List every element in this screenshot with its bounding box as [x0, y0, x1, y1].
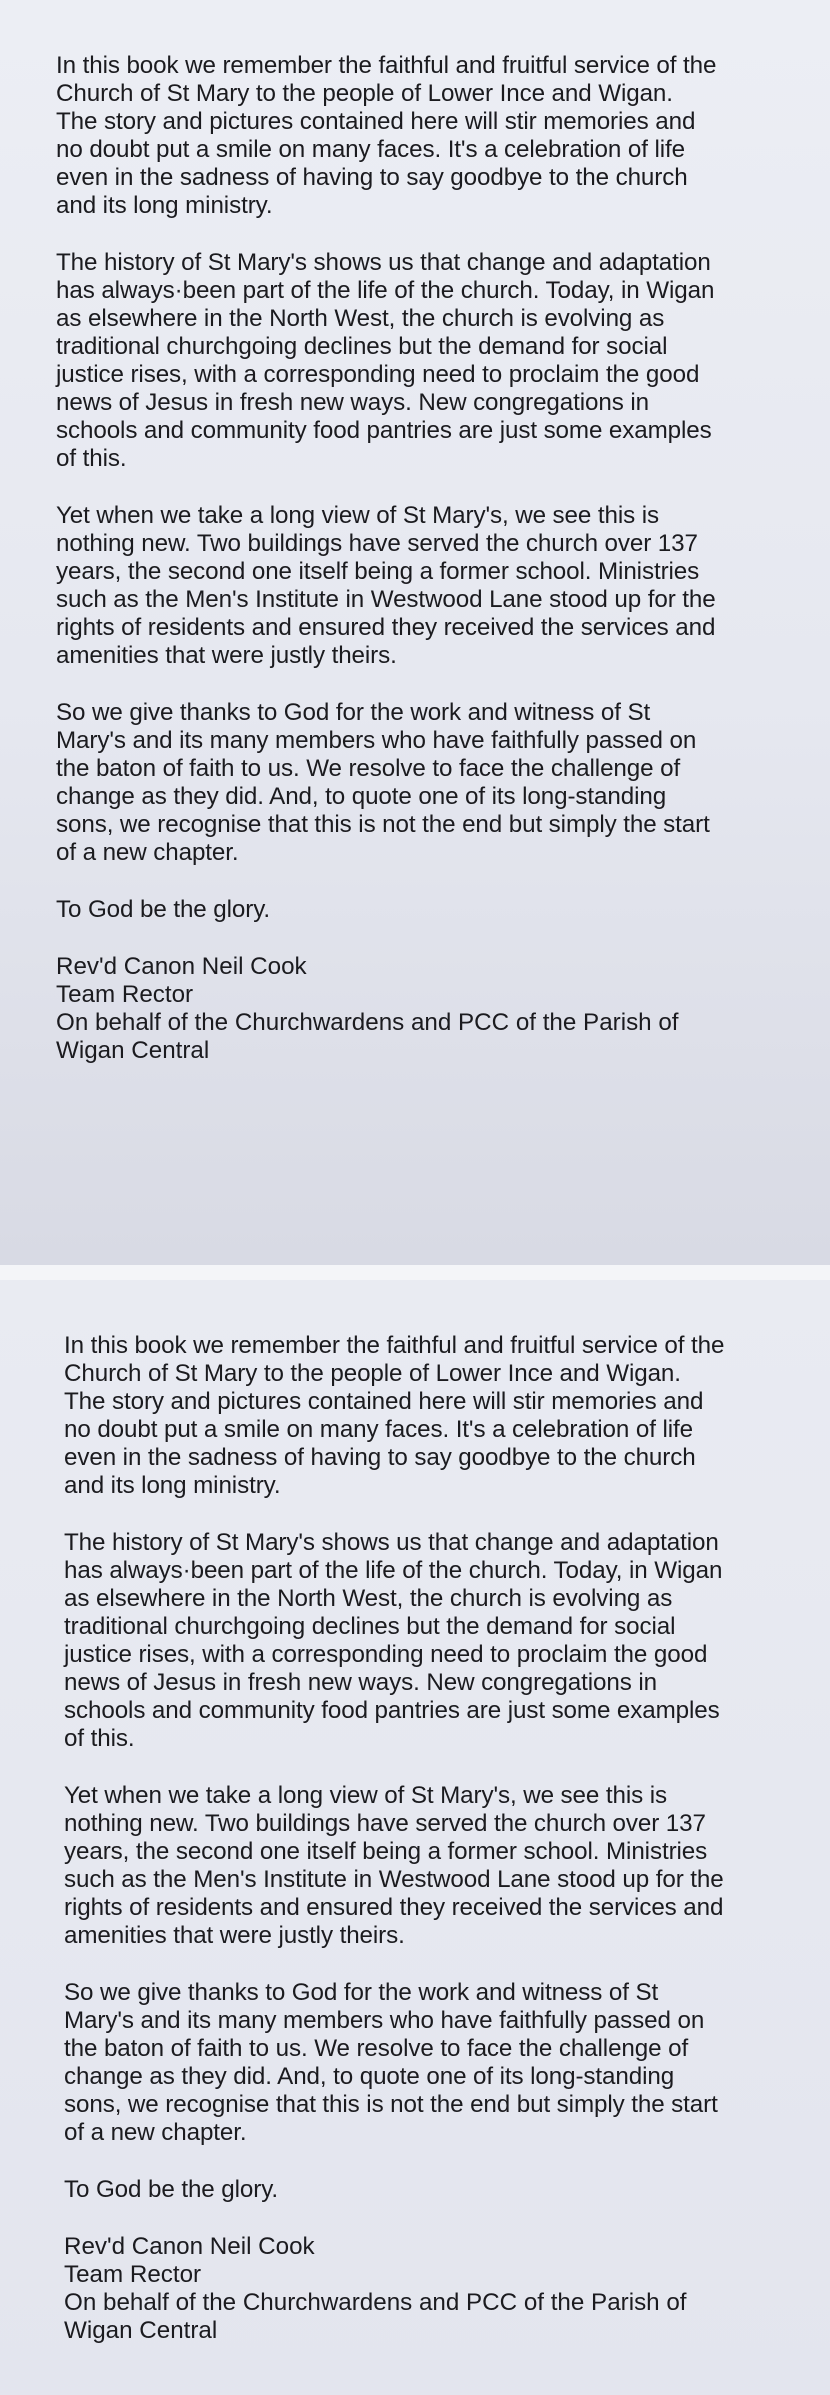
- text-line: news of Jesus in fresh new ways. New congregations in: [64, 1669, 657, 1696]
- signatory-name: Rev'd Canon Neil Cook: [64, 2233, 315, 2260]
- text-line: the baton of faith to us. We resolve to face the challenge of: [56, 755, 681, 782]
- text-line: To God be the glory.: [56, 896, 271, 923]
- text-line: such as the Men's Institute in Westwood Lane stood up for the: [56, 586, 716, 613]
- paragraph: [64, 2176, 790, 2204]
- text-line: no doubt put a smile on many faces. It's a celebration of life: [64, 1416, 693, 1443]
- text-line: Mary's and its many members who have faithfully passed on: [64, 2007, 705, 2034]
- text-line: no doubt put a smile on many faces. It's a celebration of life: [56, 136, 685, 163]
- text-line: schools and community food pantries are just some examples: [56, 417, 712, 444]
- document-page-2: [0, 1280, 830, 2395]
- text-line: years, the second one itself being a former school. Ministries: [56, 558, 700, 585]
- signatory-title: Team Rector: [64, 2261, 202, 2288]
- text-line: So we give thanks to God for the work and witness of St: [56, 699, 651, 726]
- paragraph: [56, 502, 790, 670]
- text-line: the baton of faith to us. We resolve to face the challenge of: [64, 2035, 689, 2062]
- text-line: as elsewhere in the North West, the church is evolving as: [56, 305, 665, 332]
- text-line: change as they did. And, to quote one of its long-standing: [56, 783, 667, 810]
- text-line: The story and pictures contained here will stir memories and: [56, 108, 696, 135]
- text-line: change as they did. And, to quote one of its long-standing: [64, 2063, 675, 2090]
- text-line: justice rises, with a corresponding need to proclaim the good: [56, 361, 700, 388]
- text-line: sons, we recognise that this is not the end but simply the start: [64, 2091, 718, 2118]
- text-line: as elsewhere in the North West, the church is evolving as: [64, 1585, 673, 1612]
- text-line: traditional churchgoing declines but the demand for social: [64, 1613, 676, 1640]
- text-line: of this.: [64, 1725, 135, 1752]
- text-line: Mary's and its many members who have faithfully passed on: [56, 727, 697, 754]
- signatory-affiliation: On behalf of the Churchwardens and PCC of the Parish of: [64, 2289, 687, 2316]
- text-line: of this.: [56, 445, 127, 472]
- paragraph: [64, 1979, 790, 2147]
- text-line: even in the sadness of having to say goodbye to the church: [64, 1444, 696, 1471]
- signatory-affiliation: On behalf of the Churchwardens and PCC of the Parish of: [56, 1009, 679, 1036]
- paragraph: [64, 1332, 790, 1500]
- text-line: of a new chapter.: [64, 2119, 247, 2146]
- text-line: In this book we remember the faithful and fruitful service of the: [56, 52, 717, 79]
- text-line: rights of residents and ensured they received the services and: [64, 1894, 724, 1921]
- signatory-affiliation: Wigan Central: [64, 2317, 218, 2344]
- paragraph: [64, 1782, 790, 1950]
- text-line: has always·been part of the life of the church. Today, in Wigan: [56, 277, 715, 304]
- text-line: amenities that were justly theirs.: [56, 642, 397, 669]
- text-line: years, the second one itself being a former school. Ministries: [64, 1838, 708, 1865]
- text-line: and its long ministry.: [56, 192, 273, 219]
- text-line: such as the Men's Institute in Westwood Lane stood up for the: [64, 1866, 724, 1893]
- text-line: of a new chapter.: [56, 839, 239, 866]
- text-line: even in the sadness of having to say goodbye to the church: [56, 164, 688, 191]
- signatory-affiliation: Wigan Central: [56, 1037, 210, 1064]
- text-line: The history of St Mary's shows us that change and adaptation: [56, 249, 711, 276]
- text-line: Church of St Mary to the people of Lower Ince and Wigan.: [64, 1360, 681, 1387]
- text-line: nothing new. Two buildings have served the church over 137: [64, 1810, 706, 1837]
- text-line: Church of St Mary to the people of Lower Ince and Wigan.: [56, 80, 673, 107]
- text-line: schools and community food pantries are just some examples: [64, 1697, 720, 1724]
- text-line: The story and pictures contained here will stir memories and: [64, 1388, 704, 1415]
- signatory-title: Team Rector: [56, 981, 194, 1008]
- text-line: Yet when we take a long view of St Mary's, we see this is: [56, 502, 660, 529]
- text-line: Yet when we take a long view of St Mary's, we see this is: [64, 1782, 668, 1809]
- text-line: So we give thanks to God for the work and witness of St: [64, 1979, 659, 2006]
- page-divider: [0, 1265, 830, 1280]
- text-line: amenities that were justly theirs.: [64, 1922, 405, 1949]
- signature-block: [56, 953, 790, 1065]
- text-line: In this book we remember the faithful and fruitful service of the: [64, 1332, 725, 1359]
- paragraph: [56, 52, 790, 220]
- text-line: has always·been part of the life of the church. Today, in Wigan: [64, 1557, 723, 1584]
- text-line: traditional churchgoing declines but the demand for social: [56, 333, 668, 360]
- text-line: The history of St Mary's shows us that change and adaptation: [64, 1529, 719, 1556]
- paragraph: [56, 699, 790, 867]
- text-line: and its long ministry.: [64, 1472, 281, 1499]
- paragraph: [56, 896, 790, 924]
- signatory-name: Rev'd Canon Neil Cook: [56, 953, 307, 980]
- text-line: nothing new. Two buildings have served the church over 137: [56, 530, 698, 557]
- text-line: To God be the glory.: [64, 2176, 279, 2203]
- paragraph: [64, 1529, 790, 1753]
- paragraph: [56, 249, 790, 473]
- text-line: sons, we recognise that this is not the end but simply the start: [56, 811, 710, 838]
- text-line: news of Jesus in fresh new ways. New congregations in: [56, 389, 649, 416]
- text-line: rights of residents and ensured they received the services and: [56, 614, 716, 641]
- signature-block: [64, 2233, 790, 2345]
- text-line: justice rises, with a corresponding need to proclaim the good: [64, 1641, 708, 1668]
